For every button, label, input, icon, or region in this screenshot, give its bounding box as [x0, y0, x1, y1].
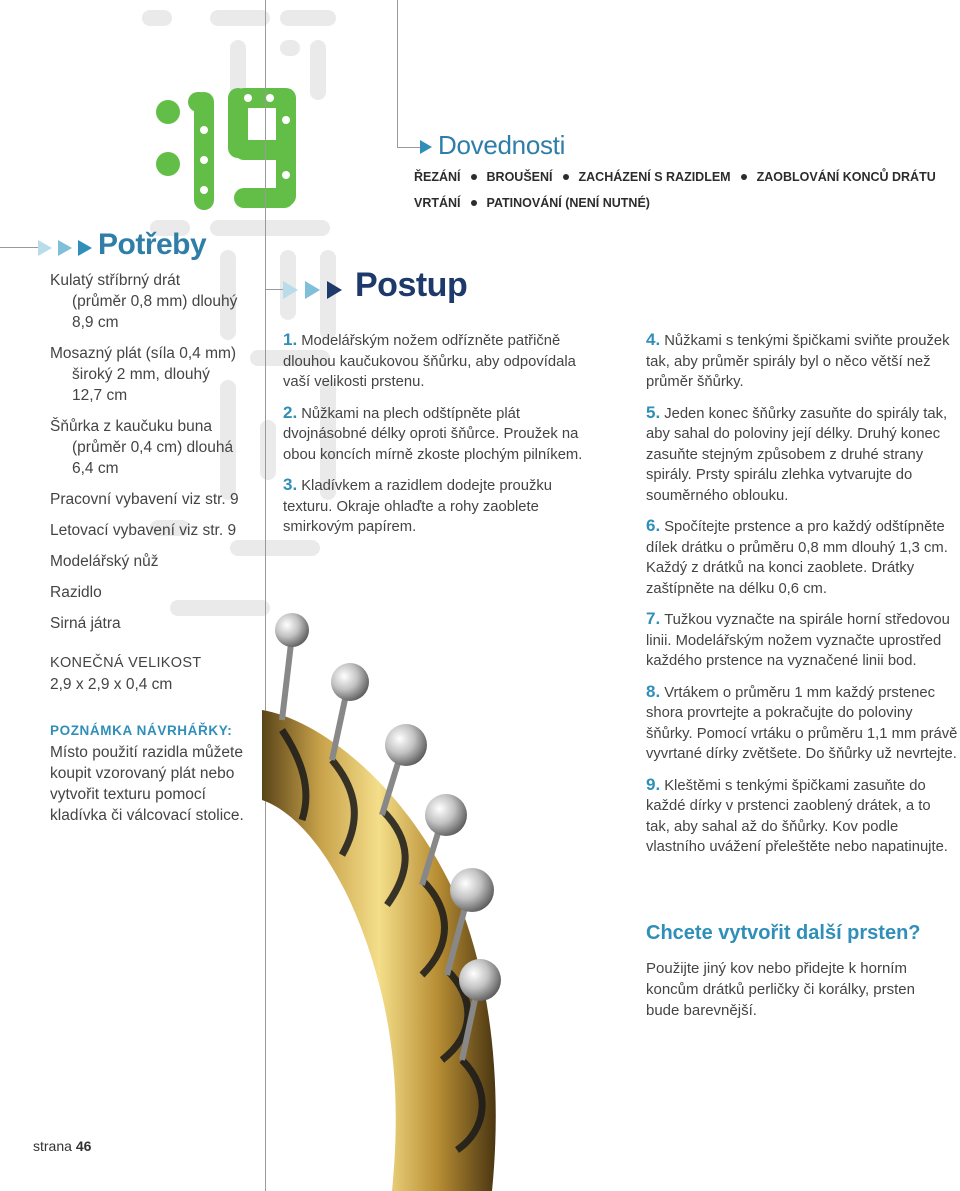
step-4: 4. Nůžkami s tenkými špičkami sviňte proužek tak, aby průměr spirály byl o něco větší než průměr šňůrky.	[646, 330, 950, 390]
procedure-steps-col-1	[283, 330, 603, 548]
step-8: 8. Vrtákem o průměru 1 mm každý prstenec shora provrtejte a pokračujte do poloviny šňůrky. Pomocí vrtáku o průměru 1,1 mm právě vyvrtané dírky zvětšete. Do šňůrky už nevrtejte.	[646, 681, 958, 762]
triple-arrow-icon	[283, 279, 349, 301]
list-item: Kulatý stříbrný drát (průměr 0,8 mm) dlouhý 8,9 cm	[50, 272, 238, 331]
list-item: Modelářský nůž	[50, 553, 159, 570]
triple-arrow-icon	[38, 238, 98, 258]
designer-note-label: POZNÁMKA NÁVRHÁŘKY:	[50, 723, 233, 738]
final-size-label: KONEČNÁ VELIKOST	[50, 655, 202, 671]
bullet-icon	[563, 174, 569, 180]
bullet-icon	[471, 174, 477, 180]
cta-text: Použijte jiný kov nebo přidejte k horním koncům drátků perličky či korálky, prsten bude barevnější.	[646, 960, 915, 1019]
header-divider	[397, 0, 398, 148]
skill-stamping: ZACHÁZENÍ S RAZIDLEM	[578, 170, 731, 184]
list-item: Sirná játra	[50, 615, 121, 632]
skills-title: Dovednosti	[438, 130, 566, 160]
list-item: Mosazný plát (síla 0,4 mm) široký 2 mm, dlouhý 12,7 cm	[50, 345, 237, 404]
skill-rounding: ZAOBLOVÁNÍ KONCŮ DRÁTU	[756, 170, 936, 184]
skills-row-1	[414, 170, 936, 184]
step-6: 6. Spočítejte prstence a pro každý odštípněte dílek drátku o průměru 0,8 mm dlouhý 1,3 cm. Každý z drátků na konci zaoblete. Drátky zaštípněte na délku 0,6 cm.	[646, 516, 948, 597]
bullet-icon	[741, 174, 747, 180]
cta-title: Chcete vytvořit další prsten?	[646, 922, 921, 944]
procedure-title-rule	[265, 289, 285, 290]
skill-cutting: ŘEZÁNÍ	[414, 170, 461, 184]
supplies-list	[50, 270, 260, 644]
step-3: 3. Kladívkem a razidlem dodejte proužku texturu. Okraje ohlaďte a rohy zaoblete smirkovým papírem.	[283, 475, 553, 535]
page-number: strana 46	[33, 1138, 92, 1154]
skills-row-2	[414, 196, 650, 210]
step-7: 7. Tužkou vyznačte na spirále horní středovou linii. Modelářským nožem vyznačte uprostřed každého prstence na vyznačené linii bod.	[646, 609, 950, 669]
designer-note-text: Místo použití razidla můžete koupit vzorovaný plát nebo vytvořit texturu pomocí kladívka či válcovací stolice.	[50, 744, 244, 824]
list-item: Letovací vybavení viz str. 9	[50, 522, 237, 539]
arrow-right-icon	[418, 139, 434, 155]
supplies-title: Potřeby	[98, 228, 207, 261]
supplies-title-rule	[0, 247, 40, 248]
step-9: 9. Kleštěmi s tenkými špičkami zasuňte do každé dírky v prstenci zaoblený drátek, a to tak, aby sahal až do šňůrky. Kov podle vlastního uvážení přeleštěte nebo napatinujte.	[646, 774, 948, 855]
list-item: Razidlo	[50, 584, 102, 601]
skill-grinding: BROUŠENÍ	[486, 170, 553, 184]
list-item: Šňůrka z kaučuku buna (průměr 0,4 cm) dlouhá 6,4 cm	[50, 418, 234, 477]
skill-patina: PATINOVÁNÍ (NENÍ NUTNÉ)	[486, 196, 650, 210]
bullet-icon	[471, 200, 477, 206]
skill-drilling: VRTÁNÍ	[414, 196, 461, 210]
list-item: Pracovní vybavení viz str. 9	[50, 491, 239, 508]
ring-photo	[262, 590, 562, 1191]
procedure-steps-col-2	[646, 330, 958, 868]
final-size-value: 2,9 x 2,9 x 0,4 cm	[50, 676, 173, 693]
step-5: 5. Jeden konec šňůrky zasuňte do spirály tak, aby sahal do poloviny její délky. Druhý konec zasuňte stejným způsobem z druhé strany spirály. Prsty spirálu zlehka vytvarujte do souměrného oblouku.	[646, 402, 948, 504]
step-2: 2. Nůžkami na plech odštípněte plát dvojnásobné délky oproti šňůrce. Proužek na obou koncích mírně zkoste plochým pilníkem.	[283, 402, 583, 463]
procedure-title: Postup	[355, 266, 468, 304]
step-1: 1. Modelářským nožem odřízněte patřičně dlouhou kaučukovou šňůrku, aby odpovídala vaší velikosti prstenu.	[283, 330, 576, 390]
